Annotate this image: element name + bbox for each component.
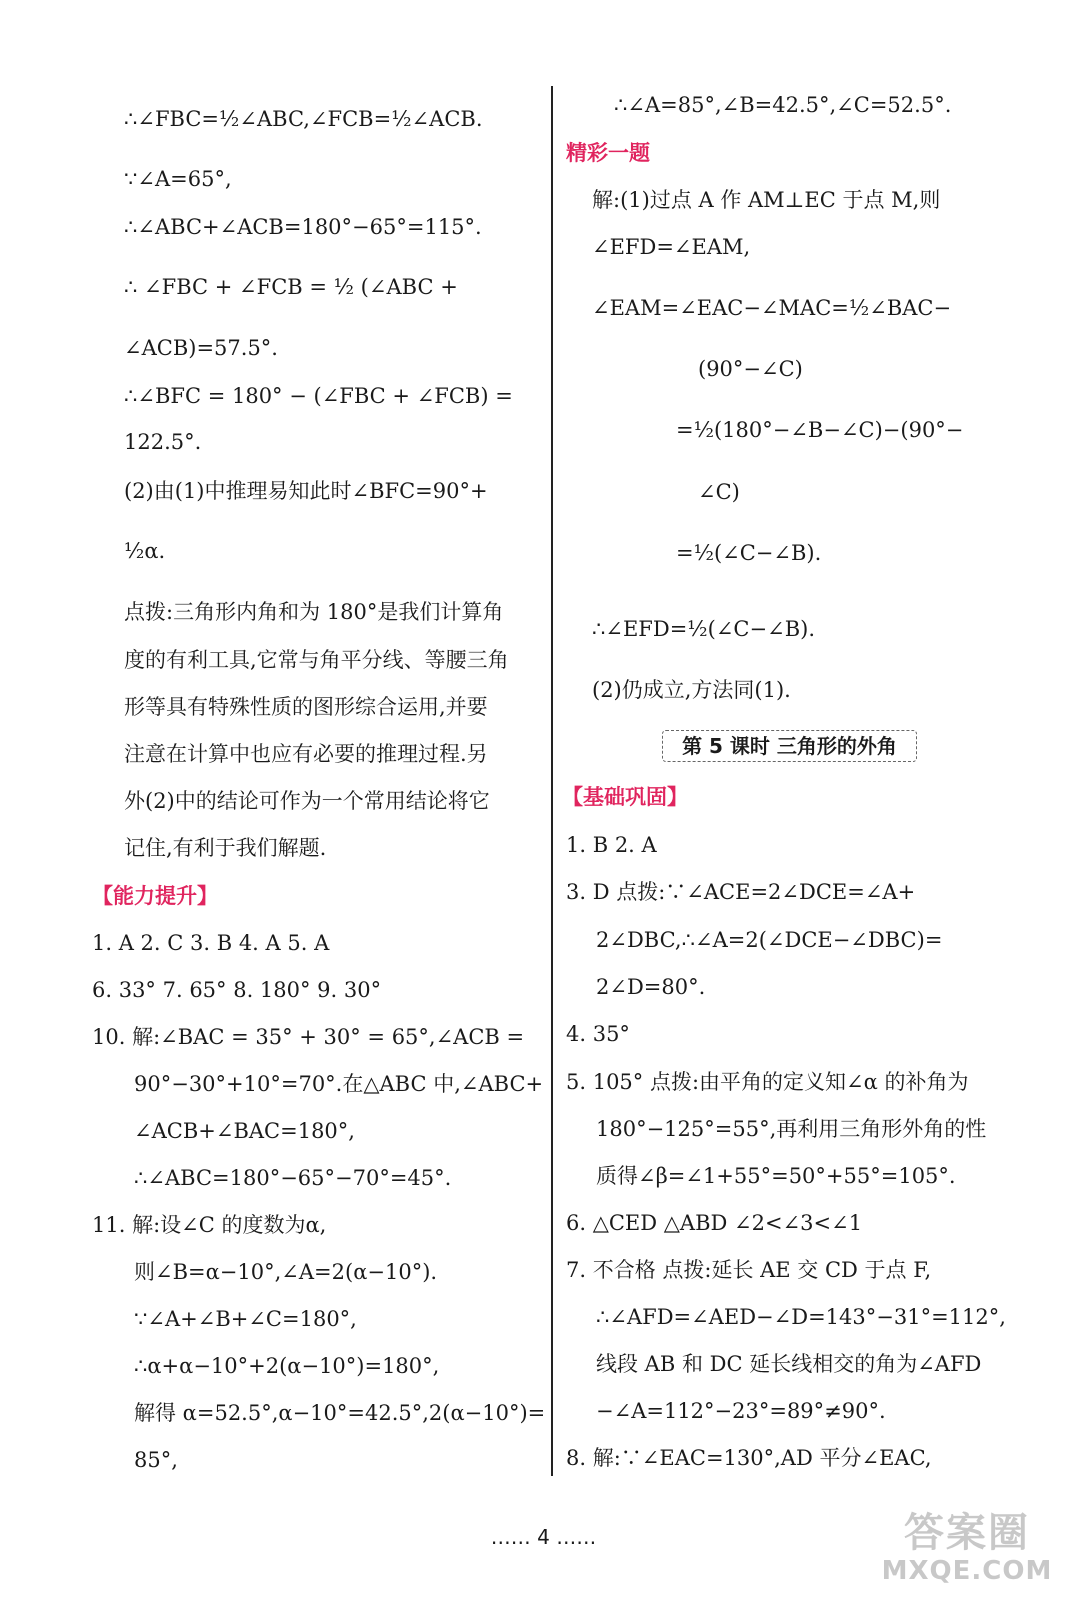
- right-text-line: 1. B 2. A: [566, 833, 657, 857]
- right-text-line: 2∠D=80°.: [596, 975, 706, 999]
- left-text-line: ∴∠ABC+∠ACB=180°−65°=115°.: [124, 215, 482, 239]
- left-text-line: 【能力提升】: [92, 884, 218, 908]
- left-text-line: ½α.: [124, 539, 166, 563]
- left-text-line: 90°−30°+10°=70°.在△ABC 中,∠ABC+: [134, 1072, 544, 1096]
- right-text-line: 精彩一题: [566, 141, 650, 165]
- left-text-line: ∵∠A+∠B+∠C=180°,: [134, 1307, 357, 1331]
- right-text-line: =½(∠C−∠B).: [676, 541, 822, 565]
- right-text-line: −∠A=112°−23°=89°≠90°.: [596, 1399, 886, 1423]
- left-text-line: 1. A 2. C 3. B 4. A 5. A: [92, 931, 330, 955]
- right-text-line: (2)仍成立,方法同(1).: [592, 678, 791, 702]
- left-text-line: 85°,: [134, 1448, 178, 1472]
- right-text-line: ∠EAM=∠EAC−∠MAC=½∠BAC−: [592, 296, 952, 320]
- left-text-line: 点拨:三角形内角和为 180°是我们计算角: [124, 600, 504, 624]
- column-divider: [551, 86, 553, 1476]
- right-text-line: ∴∠AFD=∠AED−∠D=143°−31°=112°,: [596, 1305, 1006, 1329]
- left-text-line: 则∠B=α−10°,∠A=2(α−10°).: [134, 1260, 438, 1284]
- left-text-line: ∵∠A=65°,: [124, 167, 232, 191]
- left-text-line: 记住,有利于我们解题.: [124, 836, 327, 860]
- left-text-line: ∴∠FBC=½∠ABC,∠FCB=½∠ACB.: [124, 107, 483, 131]
- right-text-line: 180°−125°=55°,再利用三角形外角的性: [596, 1117, 987, 1141]
- left-text-line: ∴∠BFC = 180° − (∠FBC + ∠FCB) =: [124, 384, 513, 408]
- left-text-line: 10. 解:∠BAC = 35° + 30° = 65°,∠ACB =: [92, 1025, 525, 1049]
- left-text-line: ∴∠ABC=180°−65°−70°=45°.: [134, 1166, 452, 1190]
- watermark-main: 答案圈: [904, 1510, 1030, 1556]
- right-text-line: 解:(1)过点 A 作 AM⊥EC 于点 M,则: [592, 188, 941, 212]
- left-text-line: 形等具有特殊性质的图形综合运用,并要: [124, 695, 488, 719]
- right-text-line: 【基础巩固】: [562, 785, 688, 809]
- right-text-line: 质得∠β=∠1+55°=50°+55°=105°.: [596, 1164, 956, 1188]
- right-text-line: ∴∠EFD=½(∠C−∠B).: [592, 617, 815, 641]
- watermark-logo: [877, 1510, 1057, 1590]
- page-number: …… 4 ……: [490, 1525, 597, 1549]
- left-text-line: 122.5°.: [124, 430, 202, 454]
- right-text-line: 8. 解:∵∠EAC=130°,AD 平分∠EAC,: [566, 1446, 932, 1470]
- left-text-line: 解得 α=52.5°,α−10°=42.5°,2(α−10°)=: [134, 1401, 546, 1425]
- right-text-line: ∴∠A=85°,∠B=42.5°,∠C=52.5°.: [614, 93, 952, 117]
- right-text-line: 2∠DBC,∴∠A=2(∠DCE−∠DBC)=: [596, 928, 943, 952]
- right-text-line: 6. △CED △ABD ∠2<∠3<∠1: [566, 1211, 863, 1235]
- left-text-line: 度的有利工具,它常与角平分线、等腰三角: [124, 648, 509, 672]
- left-text-line: 11. 解:设∠C 的度数为α,: [92, 1213, 327, 1237]
- right-text-line: 3. D 点拨:∵∠ACE=2∠DCE=∠A+: [566, 880, 916, 904]
- left-text-line: 注意在计算中也应有必要的推理过程.另: [124, 742, 488, 766]
- left-text-line: 外(2)中的结论可作为一个常用结论将它: [124, 789, 490, 813]
- right-text-line: 5. 105° 点拨:由平角的定义知∠α 的补角为: [566, 1070, 969, 1094]
- right-text-line: ∠EFD=∠EAM,: [592, 235, 751, 259]
- right-text-line: =½(180°−∠B−∠C)−(90°−: [676, 418, 964, 442]
- right-text-line: 线段 AB 和 DC 延长线相交的角为∠AFD: [596, 1352, 982, 1376]
- right-text-line: 7. 不合格 点拨:延长 AE 交 CD 于点 F,: [566, 1258, 932, 1282]
- right-text-line: 4. 35°: [566, 1022, 630, 1046]
- right-text-line: (90°−∠C): [698, 357, 803, 381]
- left-text-line: (2)由(1)中推理易知此时∠BFC=90°+: [124, 479, 488, 503]
- left-text-line: ∠ACB+∠BAC=180°,: [134, 1119, 355, 1143]
- lesson-title-box: 第 5 课时 三角形的外角: [662, 730, 917, 762]
- left-text-line: ∠ACB)=57.5°.: [124, 336, 278, 360]
- right-text-line: ∠C): [698, 480, 740, 504]
- left-text-line: ∴α+α−10°+2(α−10°)=180°,: [134, 1354, 440, 1378]
- left-text-line: ∴ ∠FBC + ∠FCB = ½ (∠ABC +: [124, 275, 458, 299]
- watermark-url: MXQE.COM: [881, 1556, 1053, 1586]
- left-text-line: 6. 33° 7. 65° 8. 180° 9. 30°: [92, 978, 382, 1002]
